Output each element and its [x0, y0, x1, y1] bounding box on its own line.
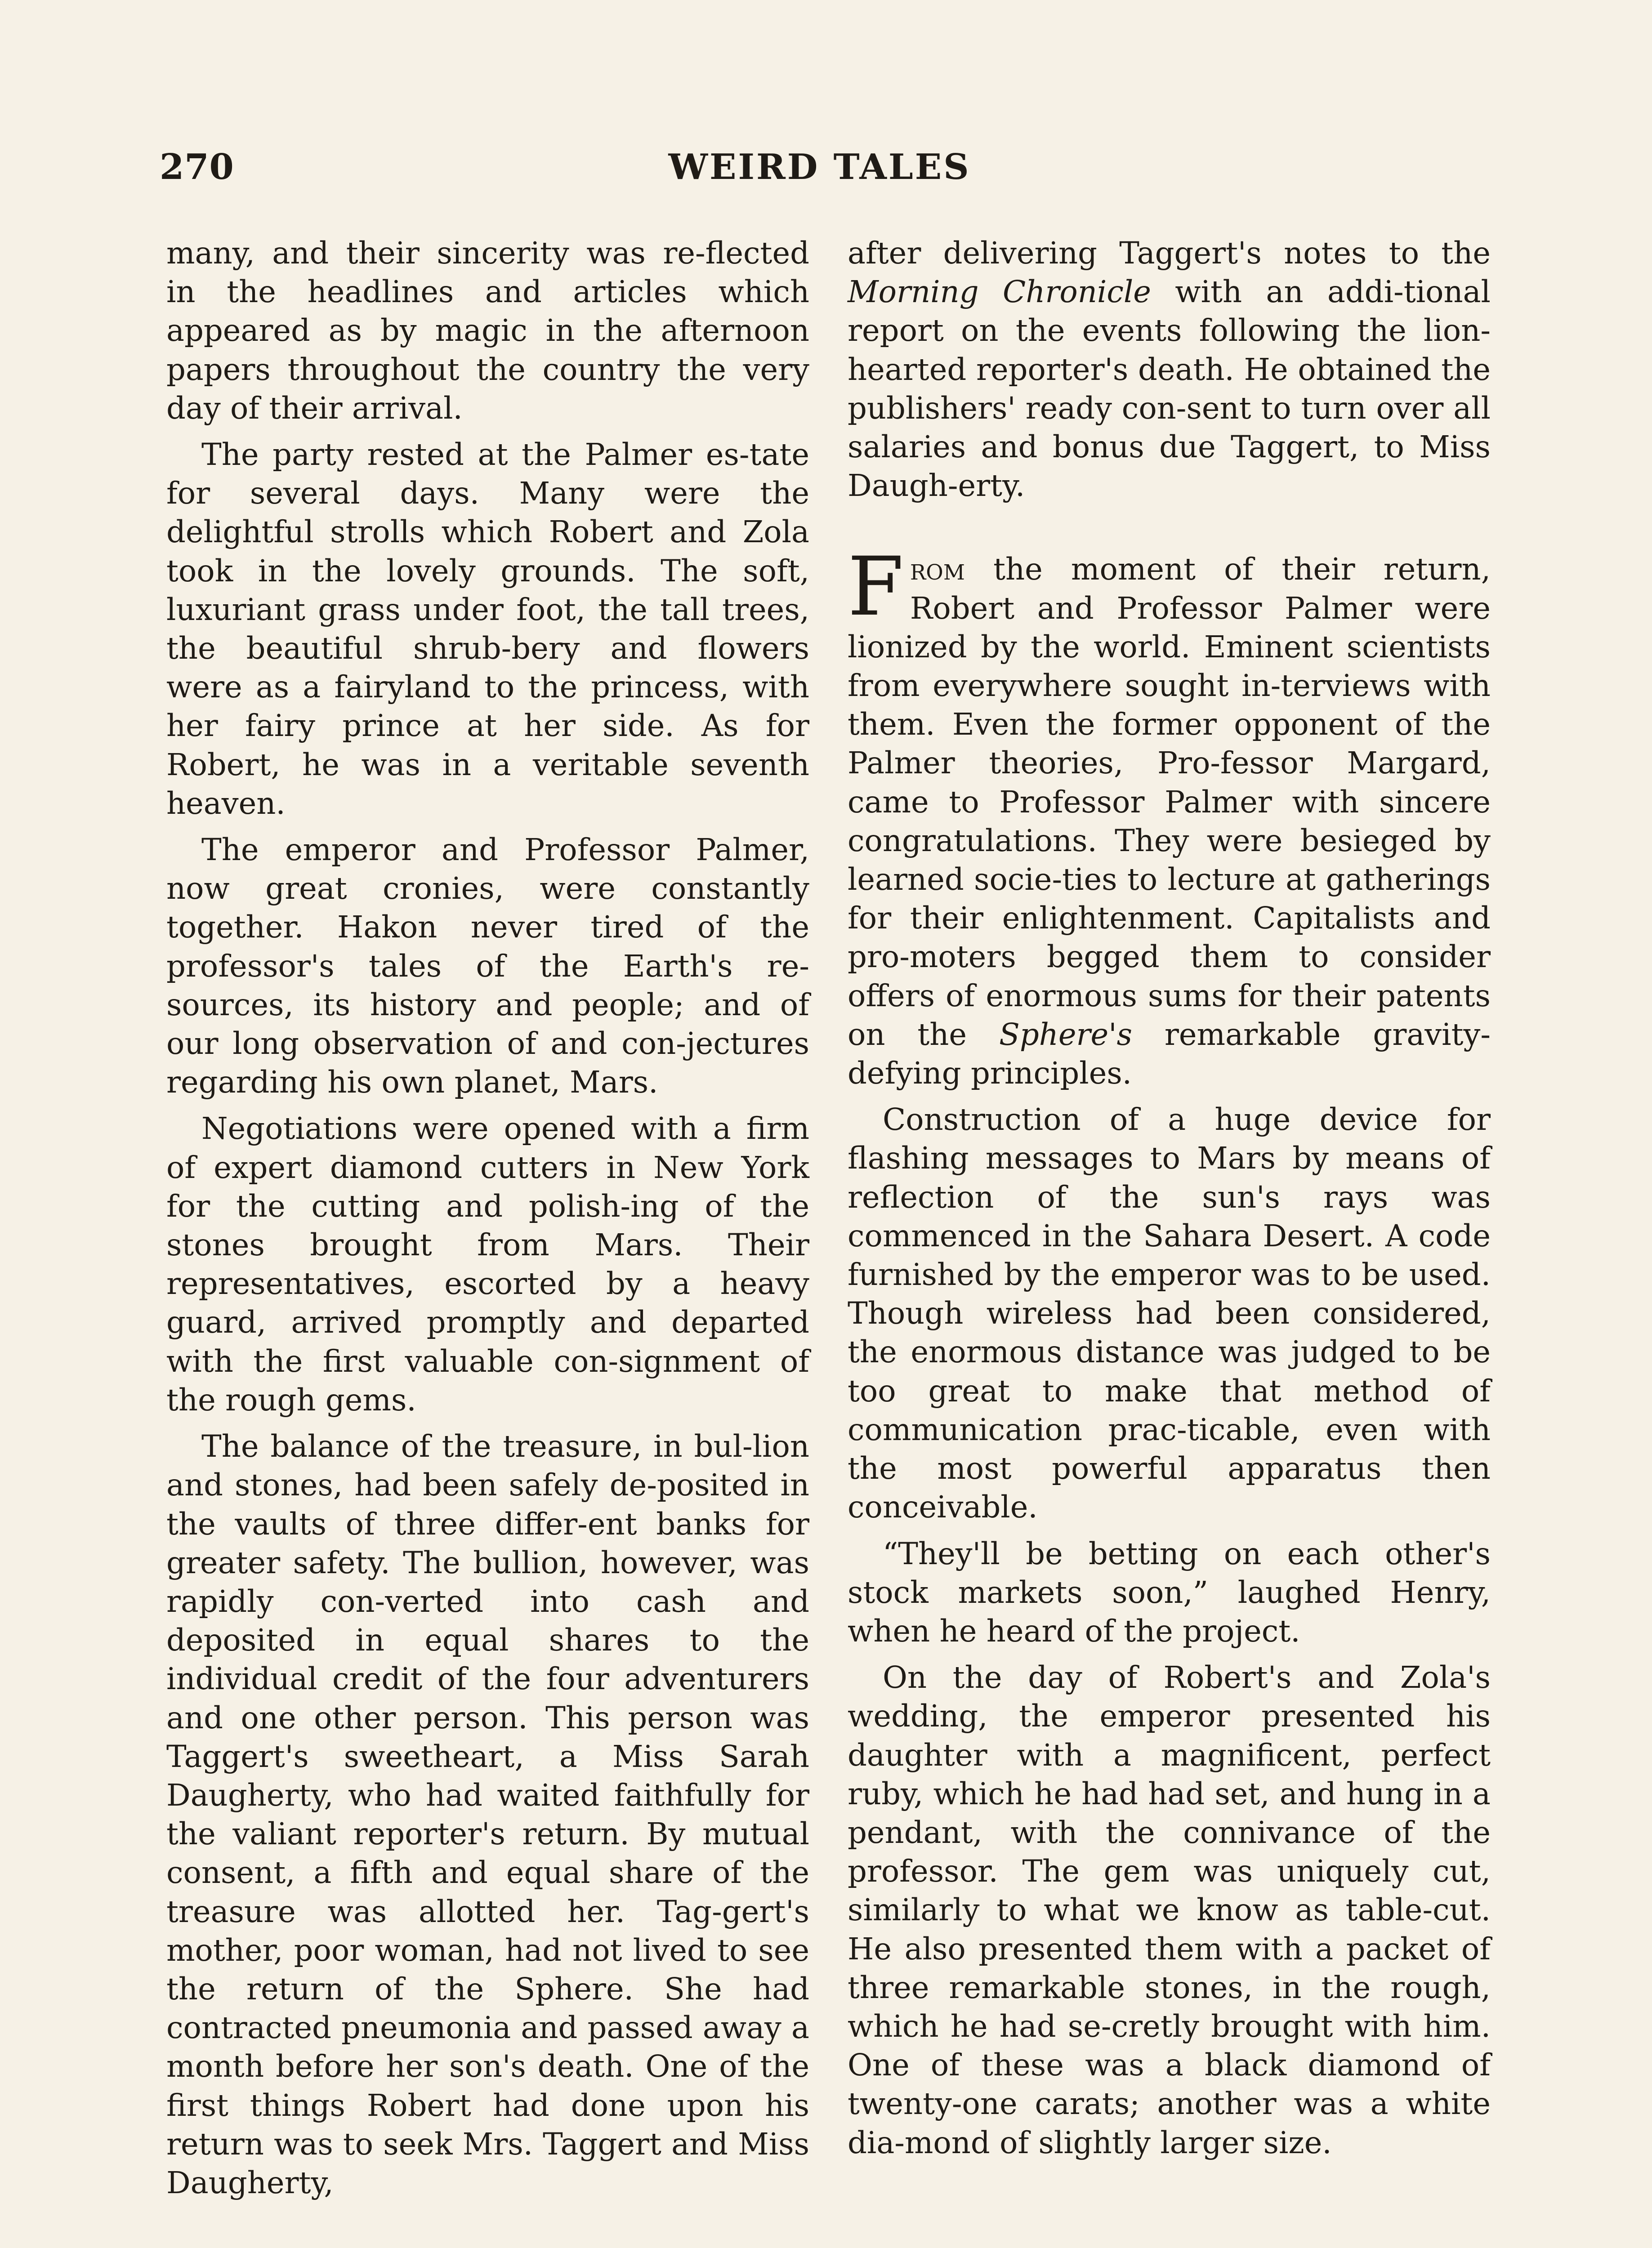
section-break	[848, 505, 1491, 550]
page-number: 270	[160, 147, 234, 187]
paragraph: Negotiations were opened with a firm of expert diamond cutters in New York for the cutting and polish-ing of the stones brought from Mars. Their representatives, escorted by a heavy guard, arrived promptly and departed with the first valuable con-signment of the rough gems.	[166, 1111, 809, 1418]
paragraph: “They'll be betting on each other's stock markets soon,” laughed Henry, when he heard of the project.	[848, 1536, 1491, 1649]
publication-name: Morning Chronicle	[848, 274, 1151, 310]
right-column	[848, 234, 1491, 2162]
magazine-title: WEIRD TALES	[668, 147, 971, 187]
section-opening-paragraph: From the moment of their return, Robert and Professor Palmer were lionized by the world. Eminent scientists from everywhere sought in-terviews with them. Even the former opponent of the Palmer theories, Pro-fessor Margard, came to Professor Palmer with sincere congratulations. They were besieged by learned socie-ties to lecture at gatherings for their enlightenment. Capitalists and pro-moters begged them to consider offers of enormous sums for their patents on the Sphere's remarkable gravity-defying principles.	[848, 540, 1491, 1091]
paragraph: On the day of Robert's and Zola's wedding, the emperor presented his daughter with a magnificent, perfect ruby, which he had had set, and hung in a pendant, with the connivance of the professor. The gem was uniquely cut, similarly to what we know as table-cut. He also presented them with a packet of three remarkable stones, in the rough, which he had se-cretly brought with him. One of these was a black diamond of twenty-one carats; another was a white dia-mond of slightly larger size.	[848, 1660, 1491, 2160]
left-column	[166, 234, 809, 2202]
paragraph: Construction of a huge device for flashing messages to Mars by means of reflection of the sun's rays was commenced in the Sahara Desert. A code furnished by the emperor was to be used. Though wireless had been considered, the enormous distance was judged to be too great to make that method of communication prac-ticable, even with the most powerful apparatus then conceivable.	[848, 1102, 1491, 1525]
page-header	[160, 143, 1479, 192]
paragraph: many, and their sincerity was re-flected in the headlines and articles which appeared as by magic in the afternoon papers throughout the country the very day of their arrival.	[166, 236, 809, 426]
paragraph: The party rested at the Palmer es-tate for several days. Many were the delightful strolls which Robert and Zola took in the lovely grounds. The soft, luxuriant grass under foot, the tall trees, the beautiful shrub-bery and flowers were as a fairyland to the princess, with her fairy prince at her side. As for Robert, he was in a veritable seventh heaven.	[166, 437, 809, 821]
ship-name: Sphere's	[999, 1017, 1133, 1052]
drop-cap: F	[848, 540, 904, 634]
paragraph: after delivering Taggert's notes to the Morning Chronicle with an addi-tional report on the events following the lion-hearted reporter's death. He obtained the publishers' ready con-sent to turn over all salaries and bonus due Taggert, to Miss Daugh-erty.	[848, 236, 1491, 504]
paragraph: The emperor and Professor Palmer, now great cronies, were constantly together. Hakon never tired of the professor's tales of the Earth's re-sources, its history and people; and of our long observation of and con-jectures regarding his own planet, Mars.	[166, 832, 809, 1100]
paragraph: The balance of the treasure, in bul-lion and stones, had been safely de-posited in the vaults of three differ-ent banks for greater safety. The bullion, however, was rapidly con-verted into cash and deposited in equal shares to the individual credit of the four adventurers and one other person. This person was Taggert's sweetheart, a Miss Sarah Daugherty, who had waited faithfully for the valiant reporter's return. By mutual consent, a fifth and equal share of the treasure was allotted her. Tag-gert's mother, poor woman, had not lived to see the return of the Sphere. She had contracted pneumonia and passed away a month before her son's death. One of the first things Robert had done upon his return was to seek Mrs. Taggert and Miss Daugherty,	[166, 1429, 809, 2200]
